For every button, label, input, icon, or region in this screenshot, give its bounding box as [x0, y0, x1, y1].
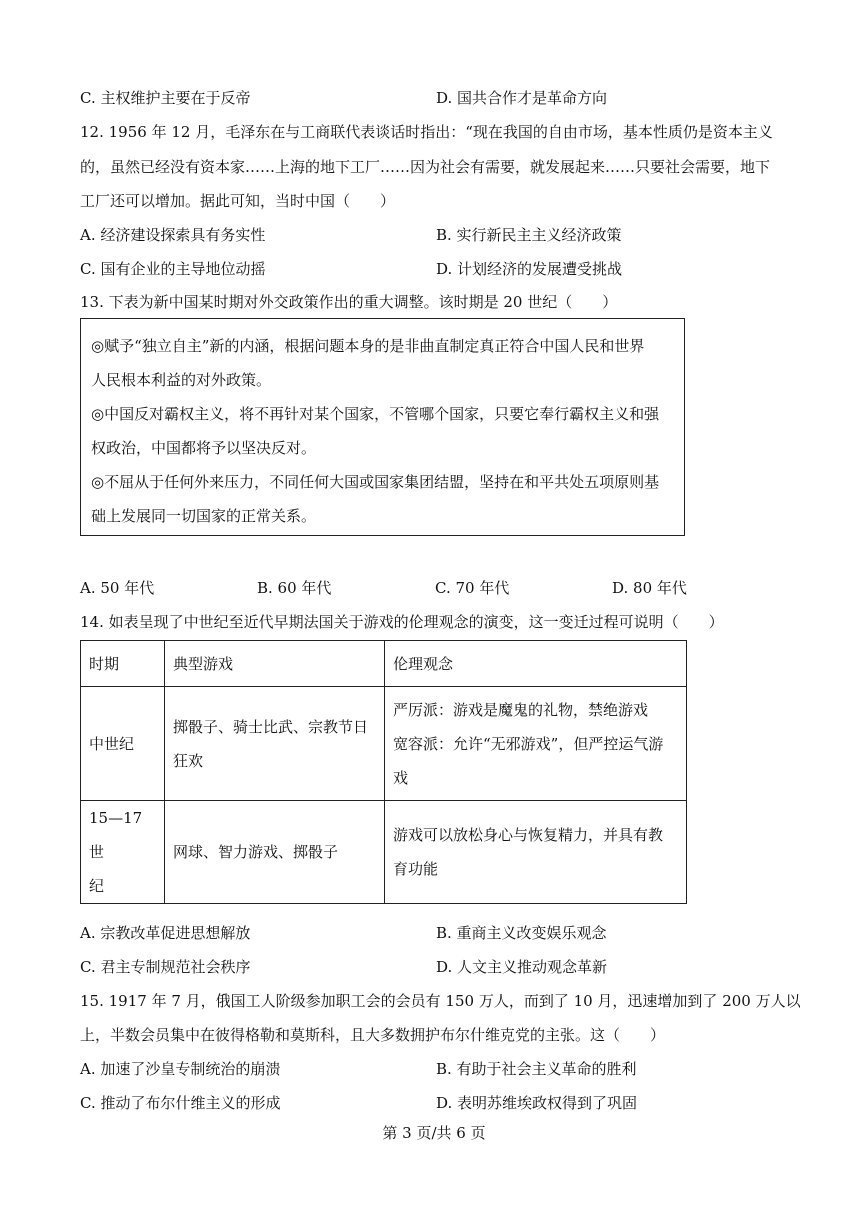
- q14-option-b: B. 重商主义改变娱乐观念: [436, 924, 607, 942]
- table-cell-games: [165, 687, 385, 801]
- q13-option-a: A. 50 年代: [80, 579, 155, 597]
- q14-stem: 14. 如表呈现了中世纪至近代早期法国关于游戏的伦理观念的演变，这一变迁过程可说明（ ）: [80, 613, 724, 631]
- q13-box-line-3: ◎中国反对霸权主义，将不再针对某个国家，不管哪个国家，只要它奉行霸权主义和强: [91, 405, 660, 423]
- q13-policy-box: [80, 318, 685, 536]
- table-cell-period: 中世纪: [81, 687, 165, 801]
- page-footer: 第 3 页/共 6 页: [382, 1124, 486, 1142]
- q13-box-line-6: 础上发展同一切国家的正常关系。: [91, 507, 317, 525]
- q15-option-d: D. 表明苏维埃政权得到了巩固: [436, 1094, 638, 1112]
- table-header-period: 时期: [81, 641, 165, 687]
- q11-option-d: D. 国共合作才是革命方向: [436, 89, 608, 107]
- table-header-games: 典型游戏: [165, 641, 385, 687]
- q13-stem: 13. 下表为新中国某时期对外交政策作出的重大调整。该时期是 20 世纪（ ）: [80, 293, 618, 311]
- table-header-row: [81, 641, 687, 687]
- cell-line: 戏: [393, 768, 409, 787]
- q13-option-b: B. 60 年代: [257, 579, 332, 597]
- table-cell-period: [81, 801, 165, 904]
- cell-line: 狂欢: [173, 751, 204, 770]
- q14-option-c: C. 君主专制规范社会秩序: [80, 958, 251, 976]
- cell-line: 育功能: [393, 860, 439, 878]
- q14-option-d: D. 人文主义推动观念革新: [436, 958, 608, 976]
- q13-option-c: C. 70 年代: [435, 579, 510, 597]
- cell-line: 游戏可以放松身心与恢复精力，并具有教: [393, 826, 664, 844]
- q12-stem-line-1: 12. 1956 年 12 月，毛泽东在与工商联代表谈话时指出：“现在我国的自由市场，基本性质仍是资本主义: [80, 123, 773, 141]
- q15-option-c: C. 推动了布尔什维主义的形成: [80, 1094, 281, 1112]
- q15-option-a: A. 加速了沙皇专制统治的崩溃: [80, 1060, 281, 1078]
- table-header-ethics: 伦理观念: [385, 641, 687, 687]
- cell-line: 宽容派：允许“无邪游戏”，但严控运气游: [393, 734, 664, 753]
- table-cell-ethics: [385, 801, 687, 904]
- cell-line: 掷骰子、骑士比武、宗教节日: [173, 717, 369, 736]
- q15-stem-line-2: 上，半数会员集中在彼得格勒和莫斯科，且大多数拥护布尔什维克党的主张。这（ ）: [80, 1026, 666, 1044]
- table-cell-games: 网球、智力游戏、掷骰子: [165, 801, 385, 904]
- q12-stem-line-3: 工厂还可以增加。据此可知，当时中国（ ）: [80, 192, 396, 210]
- table-cell-ethics: [385, 687, 687, 801]
- cell-line: 纪: [89, 877, 105, 895]
- cell-line: 15—17 世: [89, 809, 143, 861]
- q13-box-line-5: ◎不屈从于任何外来压力，不同任何大国或国家集团结盟，坚持在和平共处五项原则基: [91, 473, 660, 491]
- q12-option-d: D. 计划经济的发展遭受挑战: [436, 260, 623, 278]
- q13-box-line-1: ◎赋予“独立自主”新的内涵，根据问题本身的是非曲直制定真正符合中国人民和世界: [91, 337, 645, 355]
- q15-option-b: B. 有助于社会主义革命的胜利: [436, 1060, 637, 1078]
- cell-line: 严厉派：游戏是魔鬼的礼物，禁绝游戏: [393, 700, 649, 719]
- q12-option-a: A. 经济建设探索具有务实性: [80, 226, 266, 244]
- table-row: [81, 801, 687, 904]
- q15-stem-line-1: 15. 1917 年 7 月，俄国工人阶级参加职工会的会员有 150 万人，而到了 10 月，迅速增加到了 200 万人以: [80, 992, 801, 1010]
- q13-box-line-2: 人民根本利益的对外政策。: [91, 371, 272, 389]
- q12-stem-line-2: 的，虽然已经没有资本家……上海的地下工厂……因为社会有需要，就发展起来……只要社会需要，地下: [80, 158, 771, 176]
- q12-option-b: B. 实行新民主主义经济政策: [436, 226, 622, 244]
- q14-option-a: A. 宗教改革促进思想解放: [80, 924, 251, 942]
- q13-option-d: D. 80 年代: [612, 579, 687, 597]
- table-row: [81, 687, 687, 801]
- q14-table: [80, 640, 687, 904]
- q11-option-c: C. 主权维护主要在于反帝: [80, 89, 251, 107]
- q13-box-line-4: 权政治，中国都将予以坚决反对。: [91, 439, 317, 457]
- q12-option-c: C. 国有企业的主导地位动摇: [80, 260, 266, 278]
